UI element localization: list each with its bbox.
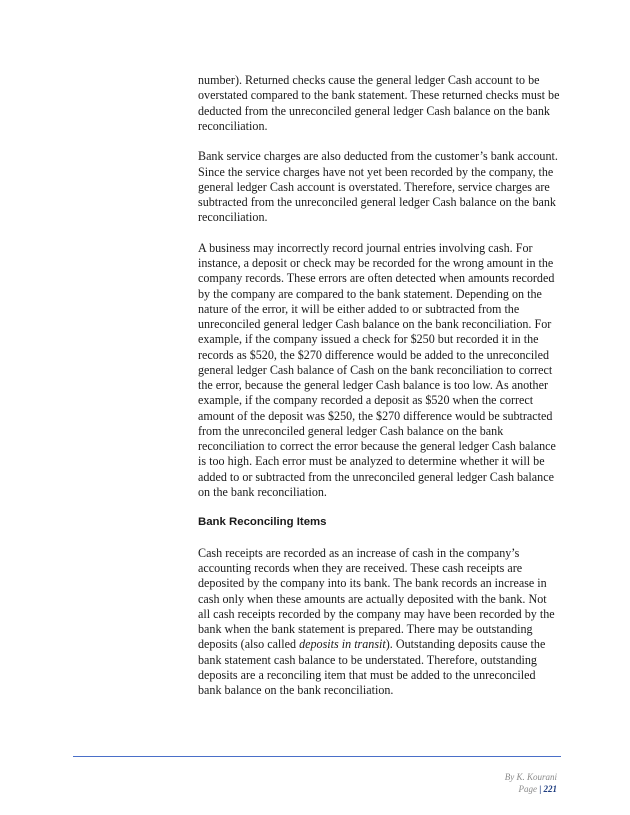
paragraph-cash-receipts [198,546,560,699]
footer-page-label: Page [518,784,538,794]
footer-divider [73,756,561,757]
paragraph-recording-errors: A business may incorrectly record journal entries involving cash. For instance, a deposit or check may be recorded for the wrong amount in the company records. These errors are often detected when amounts recorded by the company are compared to the bank statement. Depending on the nature of the error, it will be either added to or subtracted from the unreconciled general ledger Cash balance on the bank reconciliation. For example, if the company issued a check for $250 but recorded it in the records as $520, the $270 difference would be added to the unreconciled general ledger Cash balance of Cash on the bank reconciliation to correct the error, because the general ledger Cash balance is too low. As another example, if the company recorded a deposit as $520 when the correct amount of the deposit was $250, the $270 difference would be subtracted from the unreconciled general ledger Cash balance on the bank reconciliation to correct the error because the general ledger Cash balance is too high. Each error must be analyzed to determine whether it will be added to or subtracted from the unreconciled general ledger Cash balance on the bank reconciliation. [198,240,556,499]
footer-author: By K. Kourani [504,772,557,782]
section-heading: Bank Reconciling Items [198,516,327,529]
body-text [198,73,560,714]
footer-separator: | [539,784,542,794]
page-number: 221 [543,784,557,794]
deposits-in-transit-term: deposits in transit [299,637,386,652]
paragraph-service-charges: Bank service charges are also deducted from the customer’s bank account. Since the service charges have not yet been recorded by the company, the general ledger Cash account is overstated. Therefore, service charges are subtracted from the unreconciled general ledger Cash balance on the bank reconciliation. [198,149,558,225]
paragraph-cash-receipts-text-b: ). Outstanding deposits cause the bank statement cash balance to be understated. Therefore, outstanding deposits are a reconciling item that must be added to the unreconciled bank balance on the bank reconciliation. [198,637,546,697]
paragraph-cash-receipts-text-a: Cash receipts are recorded as an increase of cash in the company’s accounting records when they are received. These cash receipts are deposited by the company into its bank. The bank records an increase in cash only when these amounts are actually deposited with the bank. Not all cash receipts recorded by the company may have been recorded by the bank when the bank statement is prepared. There may be outstanding deposits (also called [198,545,555,652]
paragraph-returned-checks: number). Returned checks cause the general ledger Cash account to be overstated compared to the bank statement. These returned checks must be deducted from the unreconciled general ledger Cash balance on the bank reconciliation. [198,73,560,133]
footer-page-line [505,783,557,795]
page-footer [505,771,557,795]
